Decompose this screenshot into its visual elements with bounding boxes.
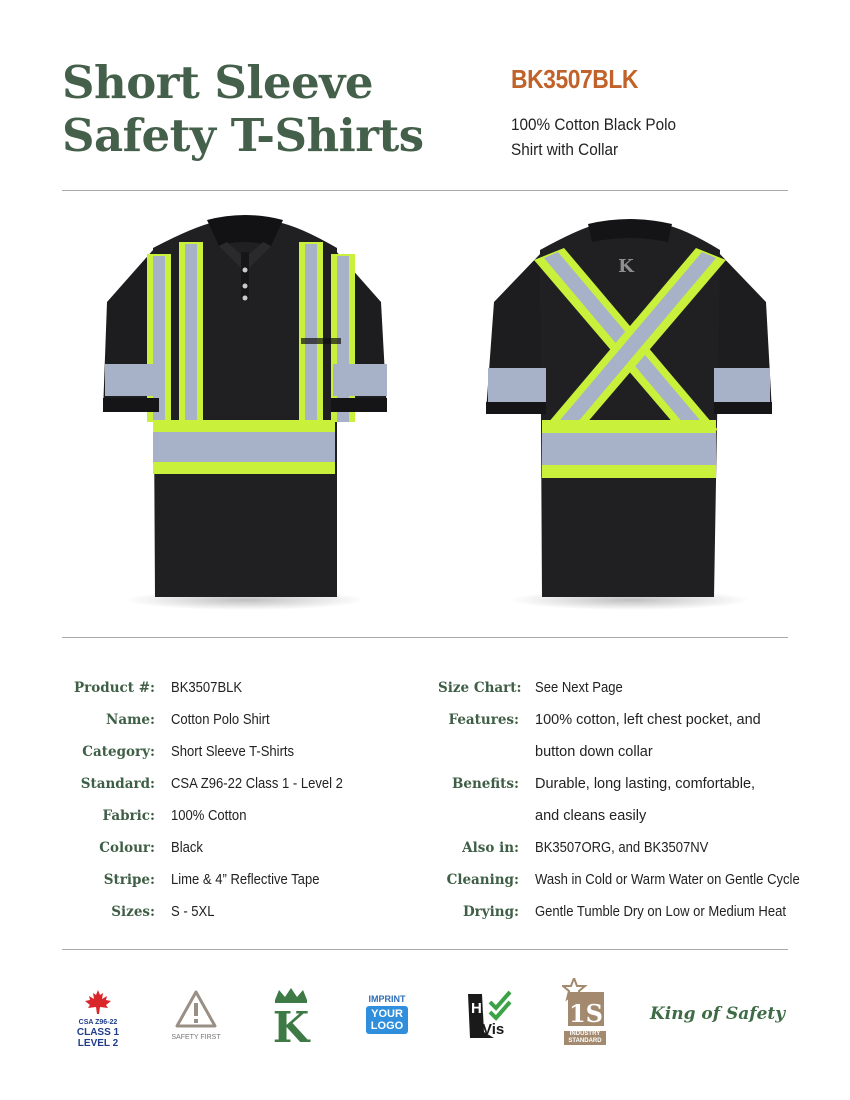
industry-star-icon [562, 978, 606, 1026]
spec-label: Name: [106, 712, 155, 728]
spec-label: Drying: [462, 904, 519, 920]
divider-middle [62, 637, 788, 638]
shirt-back-image [480, 212, 780, 612]
king-of-safety-wordmark: King of Safety [650, 1004, 786, 1024]
spec-row [438, 672, 829, 704]
spec-label: Standard: [80, 776, 155, 792]
spec-row [62, 768, 362, 800]
safety-first-badge [170, 990, 222, 1043]
spec-row [62, 896, 362, 928]
spec-value: 100% Cotton [171, 808, 247, 824]
spec-value: Cotton Polo Shirt [171, 712, 270, 728]
spec-row [62, 800, 362, 832]
product-sku: BK3507BLK [511, 64, 639, 94]
spec-label: Fabric: [102, 808, 155, 824]
hi-vis-vis-text: Vis [482, 1021, 505, 1038]
spec-label: Stripe: [103, 872, 155, 888]
spec-value: S - 5XL [171, 904, 215, 920]
warning-triangle-icon [175, 990, 217, 1028]
spec-label: Category: [82, 744, 155, 760]
imprint-box [366, 1006, 408, 1034]
title-line-1: Short Sleeve [62, 56, 374, 109]
safety-first-text: SAFETY FIRST [171, 1034, 221, 1041]
spec-label: Also in: [462, 840, 519, 856]
shirt-front-image [95, 212, 395, 612]
spec-label: Features: [448, 712, 519, 728]
page-title [62, 56, 424, 162]
k-brand-badge [270, 988, 312, 1051]
spec-row [438, 832, 829, 864]
spec-row [62, 704, 362, 736]
subtitle-line-2: Shirt with Collar [511, 140, 619, 159]
csa-level-text: LEVEL 2 [77, 1038, 119, 1049]
spec-label: Product #: [74, 680, 155, 696]
k-crown-logo-icon [271, 988, 311, 1046]
hi-vis-check-icon [464, 988, 516, 1040]
industry-text: INDUSTRY [569, 1031, 601, 1037]
spec-row [62, 672, 362, 704]
specs-right-column [438, 672, 829, 928]
industry-big-text: 1S [568, 999, 604, 1026]
spec-value: 100% cotton, left chest pocket, and button down collar [535, 712, 761, 760]
spec-row [62, 832, 362, 864]
back-k-icon: K [618, 256, 634, 277]
spec-row [438, 864, 829, 896]
spec-value: See Next Page [535, 680, 623, 696]
csa-standard-text: CSA Z96-22 [78, 1019, 118, 1026]
spec-row [438, 768, 829, 832]
spec-row [62, 736, 362, 768]
spec-value: BK3507ORG, and BK3507NV [535, 840, 709, 856]
imprint-text: IMPRINT [368, 994, 406, 1004]
spec-label: Cleaning: [446, 872, 519, 888]
csa-class1-badge [74, 990, 122, 1049]
spec-value: Lime & 4” Reflective Tape [171, 872, 320, 888]
subtitle-line-1: 100% Cotton Black Polo [511, 115, 677, 134]
specs-left-column [62, 672, 362, 928]
spec-value: Wash in Cold or Warm Water on Gentle Cycle [535, 872, 800, 888]
title-line-2: Safety T-Shirts [62, 109, 424, 162]
spec-value: BK3507BLK [171, 680, 243, 696]
spec-value: Gentle Tumble Dry on Low or Medium Heat [535, 904, 786, 920]
spec-row [438, 704, 829, 768]
csa-class-text: CLASS 1 [76, 1027, 120, 1038]
spec-row [62, 864, 362, 896]
standard-text: STANDARD [568, 1038, 602, 1044]
industry-label-box [564, 1031, 606, 1045]
product-subtitle [511, 112, 709, 162]
imprint-logo-text: LOGO [370, 1020, 404, 1032]
hi-vis-badge [464, 988, 516, 1045]
imprint-logo-badge [366, 994, 408, 1034]
k-letter: K [272, 1003, 310, 1046]
divider-bottom [62, 949, 788, 950]
spec-label: Benefits: [451, 776, 519, 792]
industry-standard-badge [558, 978, 610, 1045]
imprint-your-text: YOUR [371, 1008, 403, 1020]
spec-label: Sizes: [111, 904, 155, 920]
spec-label: Colour: [99, 840, 155, 856]
spec-label: Size Chart: [438, 680, 522, 696]
divider-top [62, 190, 788, 191]
hi-vis-hi-text: Hi [471, 1000, 486, 1017]
spec-value: Durable, long lasting, comfortable, and cleans easily [535, 776, 756, 824]
spec-value: Black [171, 840, 203, 856]
maple-leaf-icon [84, 990, 112, 1014]
spec-value: CSA Z96-22 Class 1 - Level 2 [171, 776, 343, 792]
spec-row [438, 896, 829, 928]
spec-value: Short Sleeve T-Shirts [171, 744, 295, 760]
